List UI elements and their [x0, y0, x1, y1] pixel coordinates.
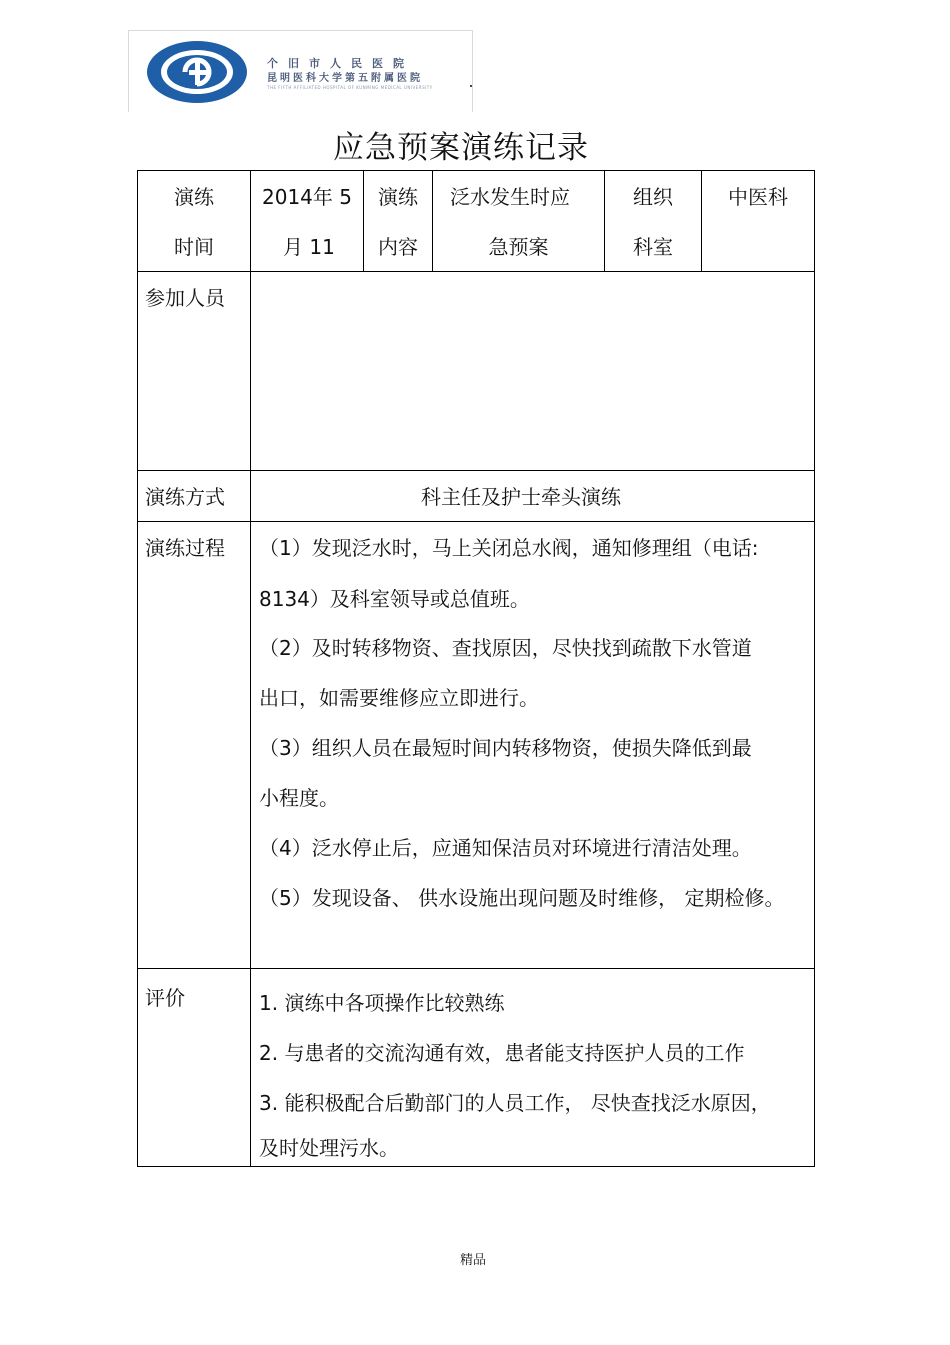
process-line: （5）发现设备、 供水设施出现问题及时维修， 定期检修。: [259, 886, 785, 910]
dept-label-cell: [604, 171, 701, 271]
content-value-line2: 急预案: [488, 235, 549, 259]
hospital-emblem-icon: [145, 39, 249, 105]
time-value-cell: [250, 171, 363, 271]
method-row: [138, 470, 814, 521]
drill-record-table: [137, 170, 815, 1167]
logo-affiliation: 昆明医科大学第五附属医院: [267, 73, 423, 84]
evaluation-label: 评价: [145, 986, 185, 1010]
process-line: （2）及时转移物资、查找原因，尽快找到疏散下水管道: [259, 636, 752, 660]
process-line: （4）泛水停止后，应通知保洁员对环境进行清洁处理。: [259, 836, 752, 860]
method-value: 科主任及护士牵头演练: [421, 485, 621, 509]
time-value-line2: 月 11: [283, 235, 335, 259]
evaluation-row: [138, 968, 814, 1166]
content-label-cell: [363, 171, 432, 271]
content-value-line1: 泛水发生时应: [450, 185, 570, 209]
evaluation-line: 3. 能积极配合后勤部门的人员工作， 尽快查找泛水原因，: [259, 1091, 771, 1115]
content-label-line1: 演练: [378, 185, 418, 209]
method-label: 演练方式: [145, 485, 225, 509]
dept-value: 中医科: [728, 185, 788, 209]
time-label-cell: [138, 171, 250, 271]
evaluation-line: 1. 演练中各项操作比较熟练: [259, 991, 505, 1015]
dept-value-cell: [701, 171, 814, 271]
participants-row: [138, 271, 814, 470]
evaluation-line: 2. 与患者的交流沟通有效，患者能支持医护人员的工作: [259, 1041, 745, 1065]
content-value-cell: [432, 171, 604, 271]
participants-label: 参加人员: [145, 286, 225, 310]
process-line: 小程度。: [259, 786, 339, 810]
dept-label-line1: 组织: [633, 185, 673, 209]
participants-label-cell: [138, 272, 250, 470]
process-line: （3）组织人员在最短时间内转移物资，使损失降低到最: [259, 736, 752, 760]
method-value-cell: [250, 471, 814, 521]
process-label: 演练过程: [145, 536, 225, 560]
dept-label-line2: 科室: [633, 235, 673, 259]
footer-text: 精品: [459, 1253, 486, 1268]
process-line: 出口，如需要维修应立即进行。: [259, 686, 539, 710]
process-row: [138, 521, 814, 968]
header-row: [138, 171, 814, 271]
content-label-line2: 内容: [378, 235, 418, 259]
process-line: （1）发现泛水时，马上关闭总水阀，通知修理组（电话:: [259, 536, 759, 560]
time-label-line2: 时间: [174, 235, 214, 259]
process-label-cell: [138, 522, 250, 968]
process-line: 8134）及科室领导或总值班。: [259, 587, 530, 611]
process-value-cell: [250, 522, 814, 968]
participants-value-cell: [250, 272, 814, 470]
stray-mark: [470, 85, 472, 87]
page-title: 应急预案演练记录: [333, 130, 589, 166]
evaluation-value-cell: [250, 969, 814, 1166]
logo-english-name: THE FIFTH AFFILIATED HOSPITAL OF KUNMING MEDICAL UNIVERSITY: [267, 85, 433, 90]
time-value-line1: 2014年 5: [262, 185, 352, 209]
method-label-cell: [138, 471, 250, 521]
time-label-line1: 演练: [174, 185, 214, 209]
evaluation-label-cell: [138, 969, 250, 1166]
evaluation-line: 及时处理污水。: [259, 1136, 399, 1160]
hospital-logo: [128, 30, 473, 112]
logo-hospital-name: 个旧市人民医院: [267, 57, 414, 70]
